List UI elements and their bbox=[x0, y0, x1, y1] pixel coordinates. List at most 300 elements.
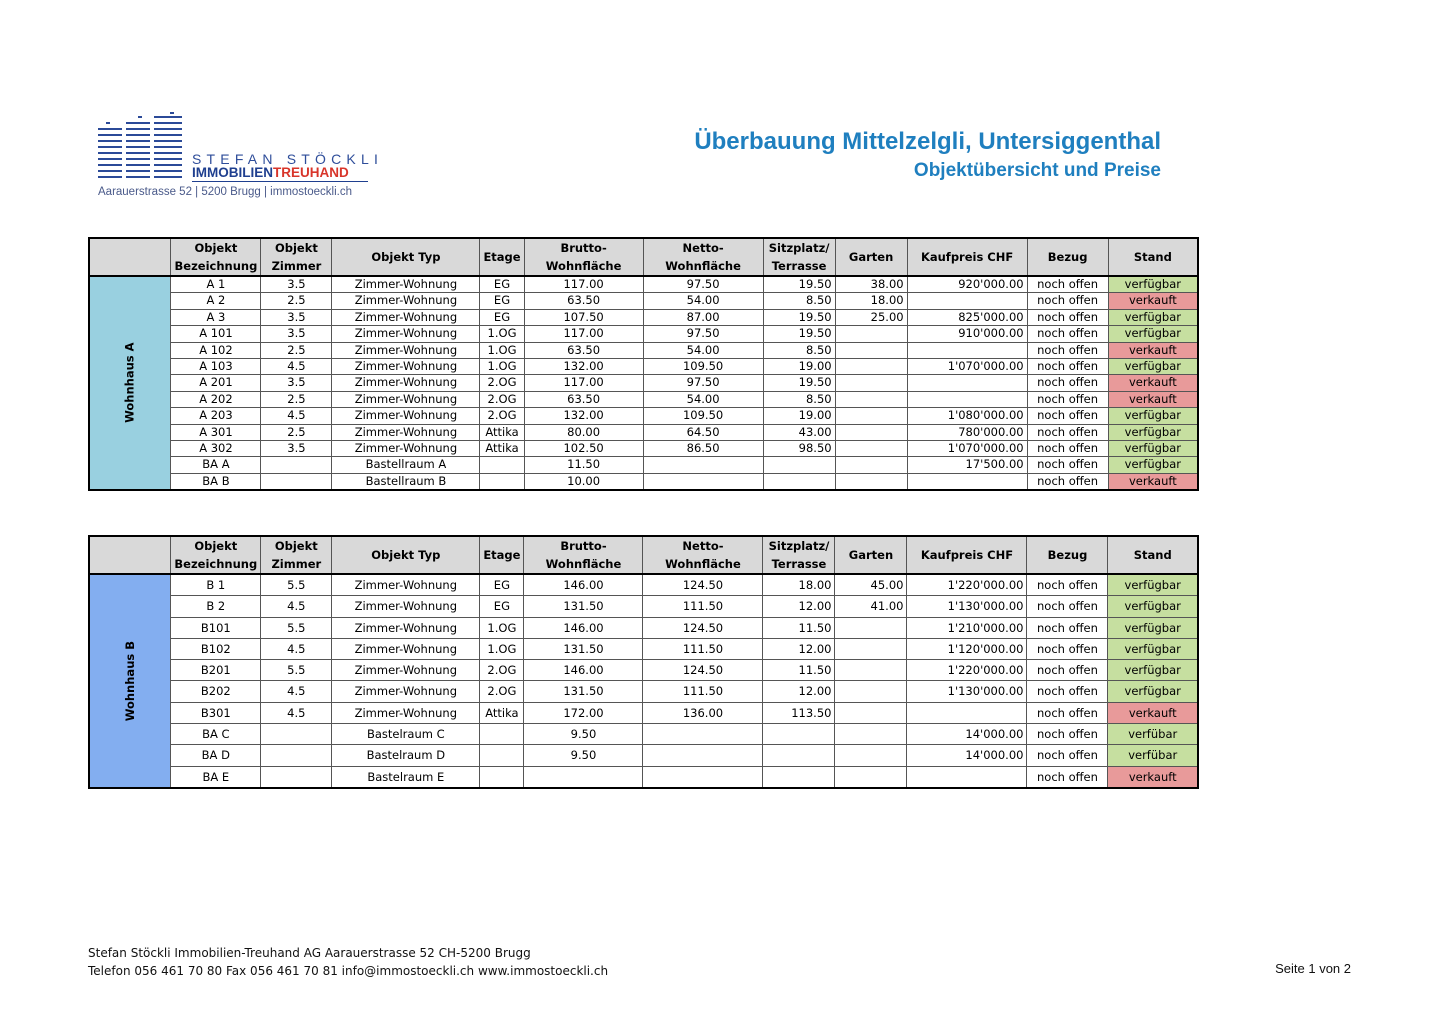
cell-garten bbox=[835, 638, 907, 659]
cell-sitzplatz: 8.50 bbox=[763, 293, 835, 309]
header-objekt-zimmer: Objekt Zimmer bbox=[261, 238, 332, 276]
cell-sitzplatz bbox=[763, 724, 835, 745]
cell-zimmer: 5.5 bbox=[261, 574, 332, 596]
cell-zimmer bbox=[261, 745, 332, 766]
cell-etage bbox=[480, 766, 524, 788]
cell-bezug: noch offen bbox=[1027, 681, 1108, 702]
cell-garten: 45.00 bbox=[835, 574, 907, 596]
table-row bbox=[89, 375, 1198, 391]
cell-zimmer: 5.5 bbox=[261, 660, 332, 681]
cell-typ: Zimmer-Wohnung bbox=[332, 596, 480, 617]
cell-typ: Zimmer-Wohnung bbox=[332, 293, 480, 309]
table-row bbox=[89, 309, 1198, 325]
cell-bezeichnung: B101 bbox=[171, 617, 261, 638]
cell-kaufpreis: 1'120'000.00 bbox=[907, 638, 1027, 659]
table-row bbox=[89, 660, 1198, 681]
cell-zimmer: 4.5 bbox=[261, 681, 332, 702]
cell-brutto: 117.00 bbox=[524, 276, 643, 293]
cell-bezug: noch offen bbox=[1027, 574, 1108, 596]
cell-kaufpreis: 1'070'000.00 bbox=[907, 441, 1027, 457]
cell-sitzplatz: 19.50 bbox=[763, 375, 835, 391]
header-netto: Netto- Wohnfläche bbox=[643, 238, 763, 276]
cell-stand: verfügbar bbox=[1108, 681, 1198, 702]
cell-kaufpreis: 14'000.00 bbox=[907, 745, 1027, 766]
cell-typ: Zimmer-Wohnung bbox=[332, 660, 480, 681]
cell-bezeichnung: A 202 bbox=[171, 391, 261, 407]
cell-stand: verkauft bbox=[1108, 293, 1198, 309]
cell-sitzplatz: 12.00 bbox=[763, 638, 835, 659]
cell-bezeichnung: B201 bbox=[171, 660, 261, 681]
cell-sitzplatz: 8.50 bbox=[763, 391, 835, 407]
cell-etage: EG bbox=[480, 596, 524, 617]
cell-zimmer: 4.5 bbox=[261, 702, 332, 723]
cell-typ: Bastellraum A bbox=[332, 457, 480, 473]
cell-garten: 38.00 bbox=[835, 276, 907, 293]
cell-netto: 54.00 bbox=[643, 342, 763, 358]
cell-bezug: noch offen bbox=[1027, 408, 1108, 424]
header-kaufpreis: Kaufpreis CHF bbox=[907, 536, 1027, 574]
cell-bezeichnung: B202 bbox=[171, 681, 261, 702]
cell-etage: Attika bbox=[480, 702, 524, 723]
cell-bezug: noch offen bbox=[1027, 473, 1108, 490]
cell-garten bbox=[835, 359, 907, 375]
cell-bezeichnung: BA E bbox=[171, 766, 261, 788]
cell-kaufpreis: 910'000.00 bbox=[907, 326, 1027, 342]
cell-sitzplatz: 12.00 bbox=[763, 596, 835, 617]
cell-kaufpreis: 1'070'000.00 bbox=[907, 359, 1027, 375]
footer-line-2: Telefon 056 461 70 80 Fax 056 461 70 81 info@immostoeckli.ch www.immostoeckli.ch bbox=[88, 964, 609, 978]
cell-etage bbox=[480, 473, 524, 490]
cell-brutto: 9.50 bbox=[524, 745, 643, 766]
header-stand: Stand bbox=[1108, 536, 1198, 574]
cell-etage: 2.OG bbox=[480, 408, 524, 424]
cell-kaufpreis bbox=[907, 375, 1027, 391]
cell-etage: 2.OG bbox=[480, 375, 524, 391]
header-garten: Garten bbox=[835, 536, 907, 574]
cell-garten bbox=[835, 457, 907, 473]
cell-sitzplatz: 19.00 bbox=[763, 408, 835, 424]
cell-kaufpreis: 1'220'000.00 bbox=[907, 660, 1027, 681]
cell-etage: 1.OG bbox=[480, 359, 524, 375]
cell-brutto: 131.50 bbox=[524, 681, 643, 702]
cell-kaufpreis bbox=[907, 766, 1027, 788]
page-subtitle: Objektübersicht und Preise bbox=[913, 160, 1161, 181]
cell-etage bbox=[480, 745, 524, 766]
cell-sitzplatz: 11.50 bbox=[763, 617, 835, 638]
cell-netto bbox=[643, 473, 763, 490]
cell-bezug: noch offen bbox=[1027, 375, 1108, 391]
cell-bezug: noch offen bbox=[1027, 276, 1108, 293]
cell-typ: Zimmer-Wohnung bbox=[332, 408, 480, 424]
cell-bezeichnung: A 102 bbox=[171, 342, 261, 358]
building-bars-icon bbox=[98, 112, 184, 182]
table-wohnhaus-a bbox=[88, 237, 1199, 491]
table-body-b bbox=[89, 574, 1198, 788]
cell-typ: Zimmer-Wohnung bbox=[332, 617, 480, 638]
cell-kaufpreis: 14'000.00 bbox=[907, 724, 1027, 745]
table-row bbox=[89, 702, 1198, 723]
cell-bezeichnung: BA C bbox=[171, 724, 261, 745]
table-row bbox=[89, 276, 1198, 293]
cell-garten: 25.00 bbox=[835, 309, 907, 325]
table-row bbox=[89, 342, 1198, 358]
cell-garten bbox=[835, 681, 907, 702]
cell-etage: 1.OG bbox=[480, 342, 524, 358]
cell-stand: verfübar bbox=[1108, 724, 1198, 745]
cell-kaufpreis: 17'500.00 bbox=[907, 457, 1027, 473]
cell-sitzplatz: 8.50 bbox=[763, 342, 835, 358]
cell-stand: verfügbar bbox=[1108, 457, 1198, 473]
header-objekt-bezeichnung: Objekt Bezeichnung bbox=[171, 238, 261, 276]
table-header-row bbox=[89, 238, 1198, 276]
header-objekt-bezeichnung: Objekt Bezeichnung bbox=[171, 536, 261, 574]
cell-etage: Attika bbox=[480, 424, 524, 440]
cell-bezeichnung: A 201 bbox=[171, 375, 261, 391]
cell-typ: Zimmer-Wohnung bbox=[332, 424, 480, 440]
cell-bezug: noch offen bbox=[1027, 424, 1108, 440]
table-row bbox=[89, 617, 1198, 638]
cell-netto: 124.50 bbox=[643, 660, 763, 681]
cell-kaufpreis: 780'000.00 bbox=[907, 424, 1027, 440]
cell-brutto: 80.00 bbox=[524, 424, 643, 440]
cell-stand: verfügbar bbox=[1108, 617, 1198, 638]
cell-kaufpreis: 825'000.00 bbox=[907, 309, 1027, 325]
cell-sitzplatz: 19.00 bbox=[763, 359, 835, 375]
cell-brutto: 63.50 bbox=[524, 342, 643, 358]
page-number: Seite 1 von 2 bbox=[1275, 961, 1351, 976]
cell-netto: 111.50 bbox=[643, 638, 763, 659]
cell-netto: 97.50 bbox=[643, 326, 763, 342]
cell-zimmer: 3.5 bbox=[261, 309, 332, 325]
cell-brutto: 10.00 bbox=[524, 473, 643, 490]
cell-brutto: 131.50 bbox=[524, 596, 643, 617]
cell-netto: 124.50 bbox=[643, 617, 763, 638]
cell-netto: 124.50 bbox=[643, 574, 763, 596]
header-kaufpreis: Kaufpreis CHF bbox=[907, 238, 1027, 276]
cell-bezeichnung: A 203 bbox=[171, 408, 261, 424]
cell-zimmer: 2.5 bbox=[261, 424, 332, 440]
header-bezug: Bezug bbox=[1027, 536, 1108, 574]
cell-zimmer bbox=[261, 473, 332, 490]
cell-sitzplatz: 113.50 bbox=[763, 702, 835, 723]
cell-typ: Zimmer-Wohnung bbox=[332, 441, 480, 457]
cell-typ: Bastellraum B bbox=[332, 473, 480, 490]
building-label-cell bbox=[89, 276, 171, 490]
cell-kaufpreis: 920'000.00 bbox=[907, 276, 1027, 293]
cell-bezug: noch offen bbox=[1027, 309, 1108, 325]
cell-zimmer: 2.5 bbox=[261, 391, 332, 407]
cell-zimmer: 2.5 bbox=[261, 342, 332, 358]
table-wohnhaus-b bbox=[88, 535, 1199, 789]
header-netto: Netto- Wohnfläche bbox=[643, 536, 763, 574]
logo-name-line1: STEFAN STÖCKLI bbox=[192, 151, 384, 167]
cell-bezug: noch offen bbox=[1027, 342, 1108, 358]
cell-garten bbox=[835, 424, 907, 440]
table-row bbox=[89, 681, 1198, 702]
company-logo bbox=[98, 112, 384, 204]
header-bezug: Bezug bbox=[1027, 238, 1108, 276]
cell-stand: verfügbar bbox=[1108, 596, 1198, 617]
cell-sitzplatz: 11.50 bbox=[763, 660, 835, 681]
cell-kaufpreis bbox=[907, 342, 1027, 358]
cell-stand: verkauft bbox=[1108, 342, 1198, 358]
table-row bbox=[89, 766, 1198, 788]
cell-stand: verfübar bbox=[1108, 745, 1198, 766]
cell-netto: 87.00 bbox=[643, 309, 763, 325]
cell-garten bbox=[835, 766, 907, 788]
logo-treuhand: TREUHAND bbox=[273, 165, 349, 180]
cell-kaufpreis: 1'130'000.00 bbox=[907, 681, 1027, 702]
cell-kaufpreis bbox=[907, 473, 1027, 490]
cell-netto bbox=[643, 766, 763, 788]
cell-etage: EG bbox=[480, 276, 524, 293]
footer-line-1: Stefan Stöckli Immobilien-Treuhand AG Aarauerstrasse 52 CH-5200 Brugg bbox=[88, 946, 531, 960]
cell-sitzplatz bbox=[763, 473, 835, 490]
cell-zimmer: 3.5 bbox=[261, 326, 332, 342]
cell-brutto: 132.00 bbox=[524, 359, 643, 375]
cell-brutto: 146.00 bbox=[524, 574, 643, 596]
cell-stand: verfügbar bbox=[1108, 638, 1198, 659]
cell-garten bbox=[835, 375, 907, 391]
cell-etage: 1.OG bbox=[480, 617, 524, 638]
cell-sitzplatz bbox=[763, 745, 835, 766]
table-row bbox=[89, 359, 1198, 375]
cell-sitzplatz: 98.50 bbox=[763, 441, 835, 457]
building-label: Wohnhaus A bbox=[122, 342, 137, 424]
cell-garten: 41.00 bbox=[835, 596, 907, 617]
cell-brutto: 107.50 bbox=[524, 309, 643, 325]
table-body-a bbox=[89, 276, 1198, 490]
cell-netto bbox=[643, 457, 763, 473]
cell-bezug: noch offen bbox=[1027, 745, 1108, 766]
cell-netto: 97.50 bbox=[643, 276, 763, 293]
building-label: Wohnhaus B bbox=[123, 640, 138, 722]
cell-brutto: 11.50 bbox=[524, 457, 643, 473]
cell-bezeichnung: B 2 bbox=[171, 596, 261, 617]
cell-netto bbox=[643, 745, 763, 766]
cell-bezeichnung: B102 bbox=[171, 638, 261, 659]
table-row bbox=[89, 293, 1198, 309]
logo-name-line2 bbox=[192, 165, 349, 180]
header-brutto: Brutto- Wohnfläche bbox=[524, 536, 643, 574]
cell-brutto: 63.50 bbox=[524, 391, 643, 407]
cell-stand: verkauft bbox=[1108, 375, 1198, 391]
cell-bezug: noch offen bbox=[1027, 596, 1108, 617]
cell-garten: 18.00 bbox=[835, 293, 907, 309]
cell-brutto bbox=[524, 766, 643, 788]
cell-typ: Bastelraum D bbox=[332, 745, 480, 766]
cell-typ: Zimmer-Wohnung bbox=[332, 702, 480, 723]
cell-netto: 86.50 bbox=[643, 441, 763, 457]
header-blank bbox=[89, 536, 171, 574]
table-header-row bbox=[89, 536, 1198, 574]
cell-bezeichnung: A 2 bbox=[171, 293, 261, 309]
header-etage: Etage bbox=[480, 238, 524, 276]
building-label-cell bbox=[89, 574, 171, 788]
cell-etage: 2.OG bbox=[480, 681, 524, 702]
cell-garten bbox=[835, 408, 907, 424]
cell-bezug: noch offen bbox=[1027, 702, 1108, 723]
cell-stand: verfügbar bbox=[1108, 574, 1198, 596]
cell-typ: Zimmer-Wohnung bbox=[332, 638, 480, 659]
cell-stand: verfügbar bbox=[1108, 441, 1198, 457]
cell-sitzplatz: 18.00 bbox=[763, 574, 835, 596]
header-brutto: Brutto- Wohnfläche bbox=[524, 238, 643, 276]
cell-garten bbox=[835, 702, 907, 723]
cell-kaufpreis: 1'210'000.00 bbox=[907, 617, 1027, 638]
cell-etage: EG bbox=[480, 293, 524, 309]
cell-zimmer bbox=[261, 457, 332, 473]
cell-kaufpreis: 1'130'000.00 bbox=[907, 596, 1027, 617]
cell-netto: 97.50 bbox=[643, 375, 763, 391]
header-blank bbox=[89, 238, 171, 276]
footer bbox=[88, 944, 608, 980]
table-row bbox=[89, 326, 1198, 342]
cell-sitzplatz bbox=[763, 766, 835, 788]
cell-brutto: 146.00 bbox=[524, 660, 643, 681]
cell-brutto: 117.00 bbox=[524, 375, 643, 391]
cell-bezug: noch offen bbox=[1027, 766, 1108, 788]
cell-brutto: 9.50 bbox=[524, 724, 643, 745]
cell-bezug: noch offen bbox=[1027, 660, 1108, 681]
cell-stand: verfügbar bbox=[1108, 408, 1198, 424]
cell-garten bbox=[835, 660, 907, 681]
cell-netto: 54.00 bbox=[643, 391, 763, 407]
cell-zimmer: 2.5 bbox=[261, 293, 332, 309]
header-objekt-typ: Objekt Typ bbox=[332, 536, 480, 574]
cell-etage: EG bbox=[480, 309, 524, 325]
cell-bezug: noch offen bbox=[1027, 326, 1108, 342]
cell-sitzplatz: 19.50 bbox=[763, 309, 835, 325]
cell-sitzplatz: 19.50 bbox=[763, 326, 835, 342]
cell-bezeichnung: A 3 bbox=[171, 309, 261, 325]
cell-bezug: noch offen bbox=[1027, 293, 1108, 309]
logo-underline bbox=[192, 181, 368, 182]
cell-garten bbox=[835, 391, 907, 407]
header-sitzplatz: Sitzplatz/ Terrasse bbox=[763, 536, 835, 574]
logo-immobilien: IMMOBILIEN bbox=[192, 165, 273, 180]
cell-zimmer bbox=[261, 766, 332, 788]
cell-bezeichnung: A 1 bbox=[171, 276, 261, 293]
cell-sitzplatz: 43.00 bbox=[763, 424, 835, 440]
cell-typ: Zimmer-Wohnung bbox=[332, 574, 480, 596]
cell-bezeichnung: A 103 bbox=[171, 359, 261, 375]
cell-garten bbox=[835, 724, 907, 745]
cell-bezug: noch offen bbox=[1027, 391, 1108, 407]
cell-bezeichnung: BA D bbox=[171, 745, 261, 766]
cell-netto: 136.00 bbox=[643, 702, 763, 723]
cell-typ: Zimmer-Wohnung bbox=[332, 309, 480, 325]
cell-kaufpreis bbox=[907, 293, 1027, 309]
cell-bezeichnung: B 1 bbox=[171, 574, 261, 596]
cell-garten bbox=[835, 326, 907, 342]
cell-zimmer: 4.5 bbox=[261, 638, 332, 659]
cell-etage: EG bbox=[480, 574, 524, 596]
cell-typ: Zimmer-Wohnung bbox=[332, 276, 480, 293]
cell-sitzplatz: 19.50 bbox=[763, 276, 835, 293]
table-row bbox=[89, 408, 1198, 424]
cell-etage: 1.OG bbox=[480, 326, 524, 342]
cell-bezeichnung: B301 bbox=[171, 702, 261, 723]
cell-stand: verfügbar bbox=[1108, 276, 1198, 293]
header-objekt-zimmer: Objekt Zimmer bbox=[261, 536, 332, 574]
cell-zimmer: 3.5 bbox=[261, 375, 332, 391]
table-row bbox=[89, 441, 1198, 457]
cell-bezeichnung: A 301 bbox=[171, 424, 261, 440]
header-garten: Garten bbox=[835, 238, 907, 276]
cell-sitzplatz: 12.00 bbox=[763, 681, 835, 702]
page-title: Überbauung Mittelzelgli, Untersiggenthal bbox=[694, 128, 1161, 155]
cell-stand: verfügbar bbox=[1108, 359, 1198, 375]
table-row bbox=[89, 638, 1198, 659]
cell-zimmer: 3.5 bbox=[261, 441, 332, 457]
cell-zimmer: 4.5 bbox=[261, 408, 332, 424]
cell-typ: Bastelraum C bbox=[332, 724, 480, 745]
table-row bbox=[89, 724, 1198, 745]
cell-netto: 111.50 bbox=[643, 596, 763, 617]
cell-typ: Zimmer-Wohnung bbox=[332, 326, 480, 342]
cell-bezug: noch offen bbox=[1027, 638, 1108, 659]
cell-bezug: noch offen bbox=[1027, 617, 1108, 638]
cell-kaufpreis bbox=[907, 391, 1027, 407]
cell-netto: 54.00 bbox=[643, 293, 763, 309]
cell-etage bbox=[480, 724, 524, 745]
cell-bezeichnung: A 101 bbox=[171, 326, 261, 342]
cell-brutto: 146.00 bbox=[524, 617, 643, 638]
cell-netto: 111.50 bbox=[643, 681, 763, 702]
logo-address: Aarauerstrasse 52 | 5200 Brugg | immostoeckli.ch bbox=[98, 186, 352, 198]
table-row bbox=[89, 424, 1198, 440]
cell-stand: verfügbar bbox=[1108, 309, 1198, 325]
table-row bbox=[89, 745, 1198, 766]
cell-etage: 2.OG bbox=[480, 391, 524, 407]
cell-etage: 2.OG bbox=[480, 660, 524, 681]
cell-kaufpreis: 1'080'000.00 bbox=[907, 408, 1027, 424]
cell-typ: Bastelraum E bbox=[332, 766, 480, 788]
table-row bbox=[89, 473, 1198, 490]
cell-netto bbox=[643, 724, 763, 745]
cell-typ: Zimmer-Wohnung bbox=[332, 375, 480, 391]
cell-stand: verkauft bbox=[1108, 702, 1198, 723]
cell-zimmer bbox=[261, 724, 332, 745]
cell-netto: 109.50 bbox=[643, 359, 763, 375]
cell-typ: Zimmer-Wohnung bbox=[332, 391, 480, 407]
header-etage: Etage bbox=[480, 536, 524, 574]
cell-brutto: 63.50 bbox=[524, 293, 643, 309]
cell-garten bbox=[835, 473, 907, 490]
cell-bezeichnung: A 302 bbox=[171, 441, 261, 457]
cell-garten bbox=[835, 441, 907, 457]
cell-typ: Zimmer-Wohnung bbox=[332, 342, 480, 358]
cell-stand: verfügbar bbox=[1108, 326, 1198, 342]
cell-netto: 64.50 bbox=[643, 424, 763, 440]
cell-bezug: noch offen bbox=[1027, 457, 1108, 473]
table-row bbox=[89, 391, 1198, 407]
cell-etage bbox=[480, 457, 524, 473]
header-objekt-typ: Objekt Typ bbox=[332, 238, 480, 276]
cell-zimmer: 3.5 bbox=[261, 276, 332, 293]
cell-kaufpreis bbox=[907, 702, 1027, 723]
cell-stand: verfügbar bbox=[1108, 660, 1198, 681]
header-sitzplatz: Sitzplatz/ Terrasse bbox=[763, 238, 835, 276]
cell-bezeichnung: BA B bbox=[171, 473, 261, 490]
cell-bezeichnung: BA A bbox=[171, 457, 261, 473]
cell-etage: Attika bbox=[480, 441, 524, 457]
cell-etage: 1.OG bbox=[480, 638, 524, 659]
cell-brutto: 102.50 bbox=[524, 441, 643, 457]
cell-bezug: noch offen bbox=[1027, 359, 1108, 375]
cell-kaufpreis: 1'220'000.00 bbox=[907, 574, 1027, 596]
